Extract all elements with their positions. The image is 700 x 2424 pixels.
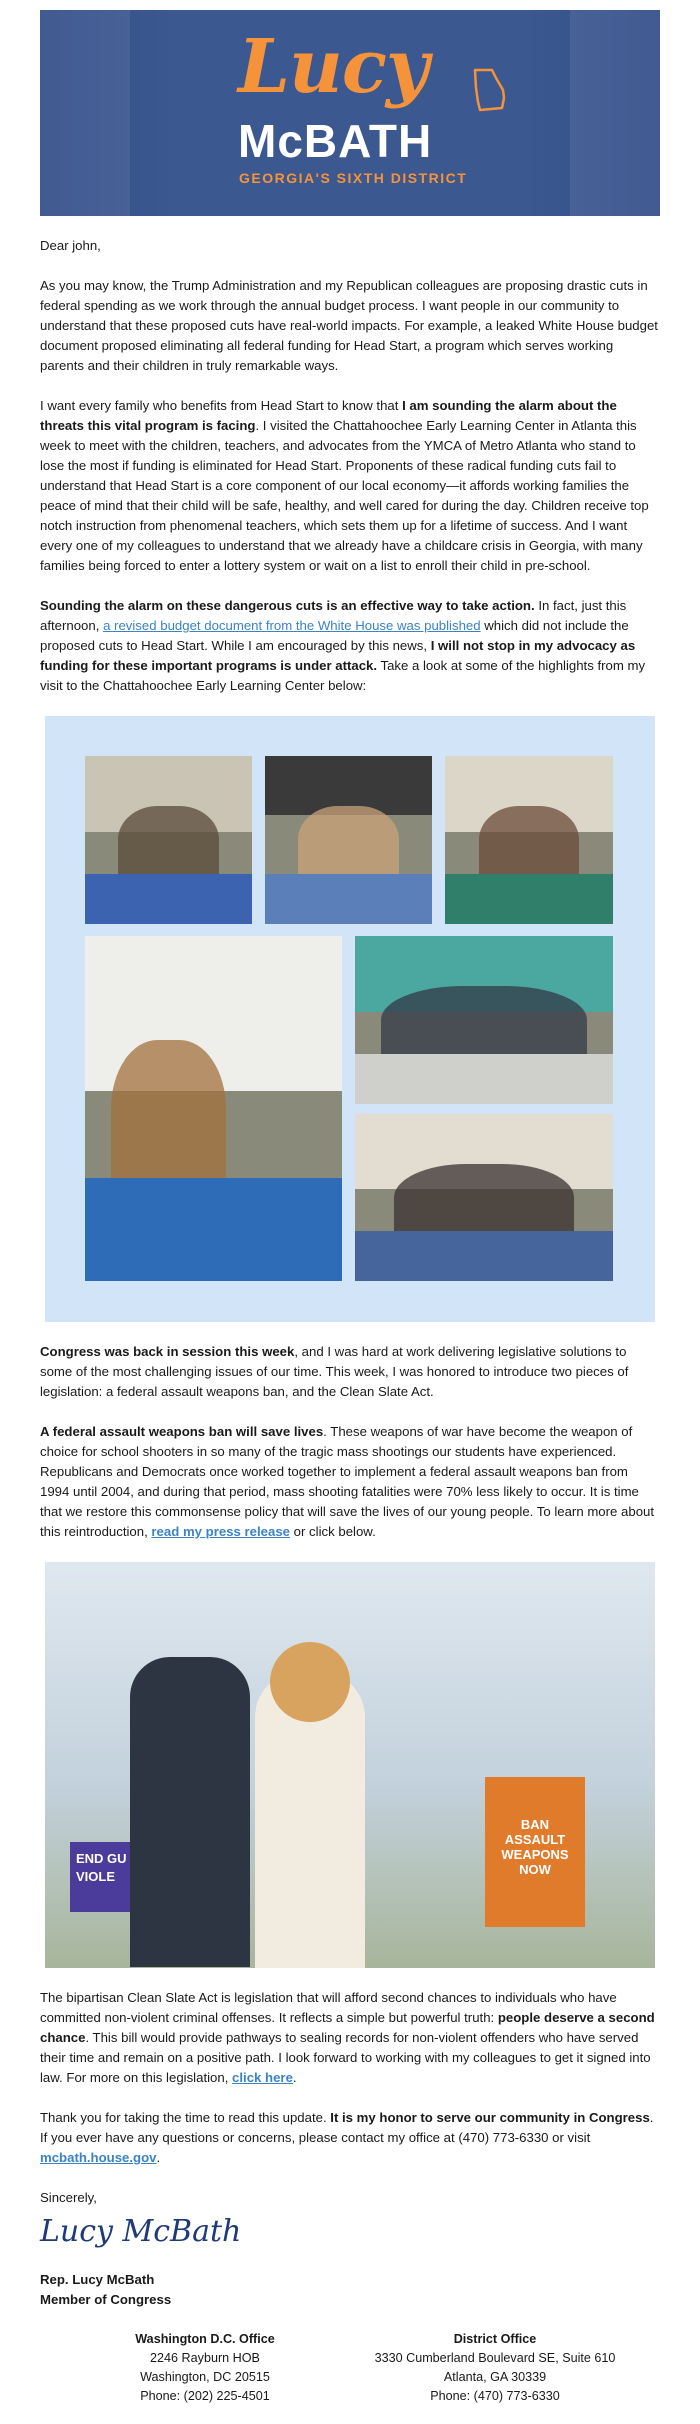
photo-collage bbox=[45, 716, 655, 1322]
podium-sign: BAN ASSAULT WEAPONS NOW bbox=[485, 1777, 585, 1927]
district-office bbox=[360, 2330, 630, 2406]
signer-title: Member of Congress bbox=[40, 2292, 172, 2307]
paragraph-congress-session: Congress was back in session this week, and I was hard at work delivering legislative solutions to some of the most challenging issues of our time. This week, I was honored to introduce two pieces of legislation: a federal assault weapons ban, and the Clean Slate Act. bbox=[40, 1344, 629, 1399]
website-link[interactable]: mcbath.house.gov bbox=[40, 2150, 157, 2165]
logo-last-name: McBATH bbox=[238, 115, 433, 167]
press-release-link[interactable]: read my press release bbox=[151, 1524, 290, 1539]
collage-photo-children-seated bbox=[355, 1114, 613, 1281]
paragraph-thank-you: Thank you for taking the time to read this update. It is my honor to serve our community in Congress. If you ever have any questions or concerns, please contact my office at (470) 773-6330 or visit mcbath.house.gov. bbox=[40, 2110, 654, 2165]
banner-photo-left bbox=[40, 10, 130, 216]
greeting: Dear john, bbox=[40, 238, 101, 253]
collage-photo-teachers-talk bbox=[85, 936, 342, 1281]
paragraph-assault-weapons: A federal assault weapons ban will save lives. These weapons of war have become the weapon of choice for school shooters in so many of the tragic mass shootings our students have experienced. Republicans and Democrats once worked together to implement a federal assault weapons ban from 1994 until 2004, and during that period, mass shooting fatalities were 70% less likely to occur. It is time that we restore this commonsense policy that will save the lives of our young people. To learn more about this reintroduction, read my press release or click below. bbox=[40, 1424, 655, 1539]
dc-office bbox=[70, 2330, 340, 2406]
dc-office-address-2: Washington, DC 20515 bbox=[140, 2370, 270, 2384]
dc-office-title: Washington D.C. Office bbox=[135, 2332, 275, 2346]
dc-office-phone: Phone: (202) 225-4501 bbox=[140, 2389, 270, 2403]
paragraph-clean-slate: The bipartisan Clean Slate Act is legislation that will afford second chances to individuals who have committed non-violent criminal offenses. It reflects a simple but powerful truth: people deserve a second chance. This bill would provide pathways to sealing records for non-violent offenders who have served their time and remain on a positive path. I look forward to working with my colleagues to get it signed into law. For more on this legislation, click here. bbox=[40, 1990, 655, 2085]
photo-speaker-man bbox=[130, 1657, 250, 1967]
collage-photo-classroom-tv bbox=[265, 756, 432, 924]
district-office-address-1: 3330 Cumberland Boulevard SE, Suite 610 bbox=[374, 2351, 616, 2365]
logo-first-name: Lucy bbox=[238, 24, 428, 110]
header-banner bbox=[40, 10, 660, 216]
georgia-outline-icon bbox=[472, 68, 506, 112]
office-contacts bbox=[70, 2330, 630, 2406]
signer-block bbox=[40, 2270, 660, 2310]
paragraph-budget-cuts: As you may know, the Trump Administration and my Republican colleagues are proposing drastic cuts in federal spending as we work through the annual budget process. I want people in our community to understand that these proposed cuts have real-world impacts. For example, a leaked White House budget document proposed eliminating all federal funding for Head Start, a program which serves working parents and their children in truly remarkable ways. bbox=[40, 278, 658, 373]
budget-document-link[interactable]: a revised budget document from the White House was published bbox=[103, 618, 481, 633]
collage-photo-story-time bbox=[445, 756, 613, 924]
clean-slate-link[interactable]: click here bbox=[232, 2070, 293, 2085]
district-office-phone: Phone: (470) 773-6330 bbox=[430, 2389, 560, 2403]
district-office-title: District Office bbox=[453, 2332, 537, 2346]
district-office-address-2: Atlanta, GA 30339 bbox=[443, 2370, 547, 2384]
logo-district: GEORGIA'S SIXTH DISTRICT bbox=[239, 170, 468, 186]
banner-photo-right bbox=[570, 10, 660, 216]
dc-office-address-1: 2246 Rayburn HOB bbox=[150, 2351, 260, 2365]
email-body bbox=[40, 0, 660, 2406]
closing: Sincerely, bbox=[40, 2190, 97, 2205]
signer-name: Rep. Lucy McBath bbox=[40, 2272, 155, 2287]
paragraph-head-start: I want every family who benefits from Head Start to know that I am sounding the alarm about the threats this vital program is facing. I visited the Chattahoochee Early Learning Center in Atlanta this week to meet with the children, teachers, and advocates from the YMCA of Metro Atlanta who stand to lose the most if funding is eliminated for Head Start. Proponents of these radical funding cuts fail to understand that Head Start is a core component of our local economy—it affords working families the peace of mind that their child will be safe, healthy, and well cared for during the day. Children receive top notch instruction from phenomenal teachers, which sets them up for a lifetime of success. And I want every one of my colleagues to understand that we already have a childcare crisis in Georgia, with many families being forced to enter a lottery system or wait on a list to enroll their child in pre-school. bbox=[40, 398, 649, 573]
press-conference-photo[interactable] bbox=[45, 1562, 655, 1968]
paragraph-sounding-alarm: Sounding the alarm on these dangerous cuts is an effective way to take action. In fact, just this afternoon, a revised budget document from the White House was published which did not include the proposed cuts to Head Start. While I am encouraged by this news, I will not stop in my advocacy as funding for these important programs is under attack. Take a look at some of the highlights from my visit to the Chattahoochee Early Learning Center below: bbox=[40, 598, 646, 693]
photo-speaker-hair bbox=[270, 1642, 350, 1722]
collage-photo-group-signs bbox=[355, 936, 613, 1104]
signature-image: Lucy McBath bbox=[40, 2214, 242, 2249]
protest-sign: END GU VIOLE bbox=[70, 1842, 150, 1912]
collage-photo-children-group bbox=[85, 756, 252, 924]
